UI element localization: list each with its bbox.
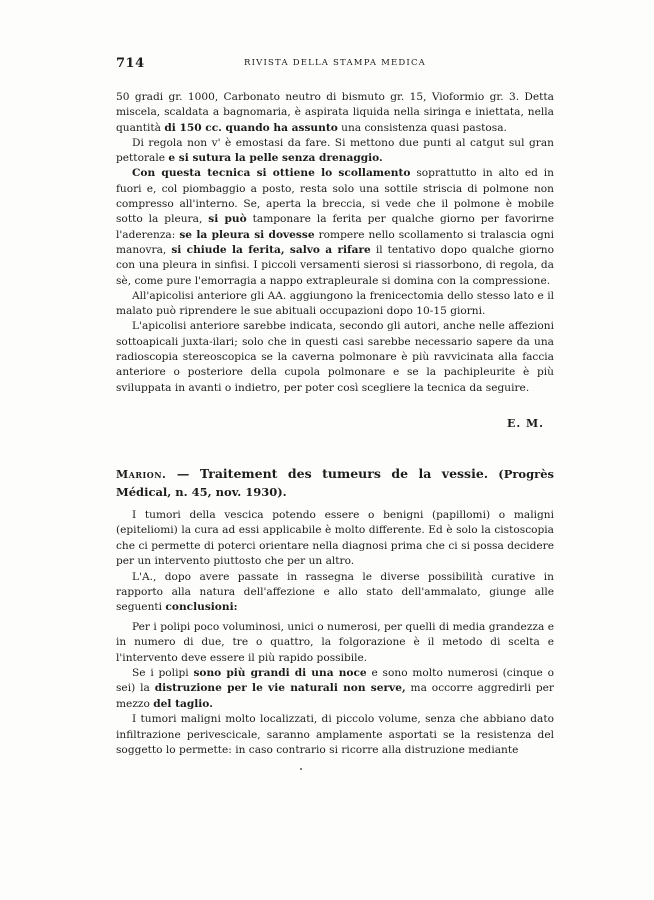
bold-run: e si sutura la pelle senza drenaggio. <box>168 152 383 165</box>
text-run: 50 gradi gr. 1000, Carbonato neutro di bismuto gr. 15, Vioformio gr. 3. Detta miscela, scaldata a bagnomaria, è aspirata liquida nella siringa e iniettata, nella quantità <box>116 91 554 134</box>
text-run: L'A., dopo avere passate in rassegna le diverse possibilità curative in rapporto alla natura dell'affezione e allo stato dell'ammalato, giunge alle seguenti <box>116 570 554 614</box>
bold-run: sono più grandi di una noce <box>193 667 367 680</box>
bold-run: di 150 cc. quando ha assunto <box>164 121 338 134</box>
section-apicolisi <box>116 90 554 396</box>
bold-run: se la pleura si dovesse <box>179 228 315 241</box>
paragraph <box>116 666 554 712</box>
text-run: soprattutto in alto ed in fuori e, col piombaggio a posto, resta solo una sottile striscia di polmone non compresso all'interno. Se, aperta la breccia, si vede che il polmone è mobile sotto la pleura, <box>116 167 555 226</box>
text-run: Per i polipi poco voluminosi, unici o numerosi, per quelli di media grandezza e in numero di due, tre o quattro, la folgorazione è il metodo di scelta e l'intervento deve essere il più rapido possibile. <box>116 620 554 664</box>
article-citation: (Progrès Médical, n. 45, nov. 1930). <box>116 467 554 499</box>
text-run: Di regola non v' è emostasi da fare. Si mettono due punti al catgut sul gran pettorale <box>116 136 554 165</box>
text-run: il tentativo dopo qualche giorno con una pleura in sinfisi. I piccoli versamenti sierosi si riassorbono, di regola, da sè, come pure l'emorragia a nappo extrapleurale si domina con la compressione. <box>116 243 555 287</box>
article-title: Traitement des tumeurs de la vessie. <box>199 466 489 481</box>
text-run: I tumori della vescica potendo essere o benigni (papillomi) o maligni (epiteliomi) la cura ad essi applicabile è molto differente. Ed è solo la cistoscopia che ci permette di poterci orientare nella diagnosi prima che ci si possa decidere per un intervento piuttosto che per un altro. <box>116 509 554 568</box>
article-author: Marion. <box>116 468 167 481</box>
text-run: tamponare la ferita per qualche giorno per favorirne l'aderenza: <box>116 213 554 241</box>
bold-run: si chiude la ferita, salvo a rifare <box>171 243 371 256</box>
bold-run: si può <box>208 213 247 226</box>
article-title-line <box>116 465 554 501</box>
text-run: I tumori maligni molto localizzati, di piccolo volume, senza che abbiano dato infiltrazione perivescicale, saranno amplamente asportati se la resistenza del soggetto lo permette: in caso contrario si ricorre alla distruzione mediante <box>116 713 554 757</box>
paragraph <box>116 166 554 288</box>
paragraph <box>116 136 554 167</box>
text-run: e sono molto numerosi (cinque o sei) la <box>116 667 554 695</box>
section-tumeurs-vessie <box>116 508 554 759</box>
text-run: ma occorre aggredirli per mezzo <box>116 682 554 710</box>
paragraph <box>116 289 554 320</box>
page-header <box>116 56 554 76</box>
text-run: una consistenza quasi pastosa. <box>337 121 507 134</box>
paragraph <box>116 620 554 666</box>
author-signature: E. M. <box>506 417 544 430</box>
article-heading <box>116 465 554 501</box>
running-head: RIVISTA DELLA STAMPA MEDICA <box>243 58 427 68</box>
print-speck <box>300 768 302 770</box>
bold-run: del taglio. <box>153 697 213 710</box>
paragraph <box>116 712 554 758</box>
text-run: rompere nello scollamento si tralascia ogni manovra, <box>116 228 554 256</box>
bold-run: conclusioni: <box>165 601 238 614</box>
page-number: 714 <box>116 56 145 71</box>
paragraph <box>116 319 554 395</box>
bold-run: Con questa tecnica si ottiene lo scollamento <box>132 167 411 180</box>
text-run: Se i polipi <box>132 667 194 680</box>
paragraph <box>116 90 554 136</box>
paragraph <box>116 508 554 570</box>
text-run: L'apicolisi anteriore sarebbe indicata, secondo gli autori, anche nelle affezioni sottoapicali juxta-ilari; solo che in questi casi sarebbe necessario sapere da una radioscopia stereoscopica se la caverna polmonare è più ravvicinata alla faccia anteriore o posteriore della cupola polmonare e se la pachipleurite è più sviluppata in avanti o indietro, per poter così scegliere la tecnica da seguire. <box>116 320 554 394</box>
paragraph <box>116 570 554 616</box>
bold-run: distruzione per le vie naturali non serve, <box>154 682 406 695</box>
title-dash: — <box>166 466 200 481</box>
text-run: All'apicolisi anteriore gli AA. aggiungono la frenicectomia dello stesso lato e il malato può riprendere le sue abituali occupazioni dopo 10-15 giorni. <box>116 289 554 318</box>
